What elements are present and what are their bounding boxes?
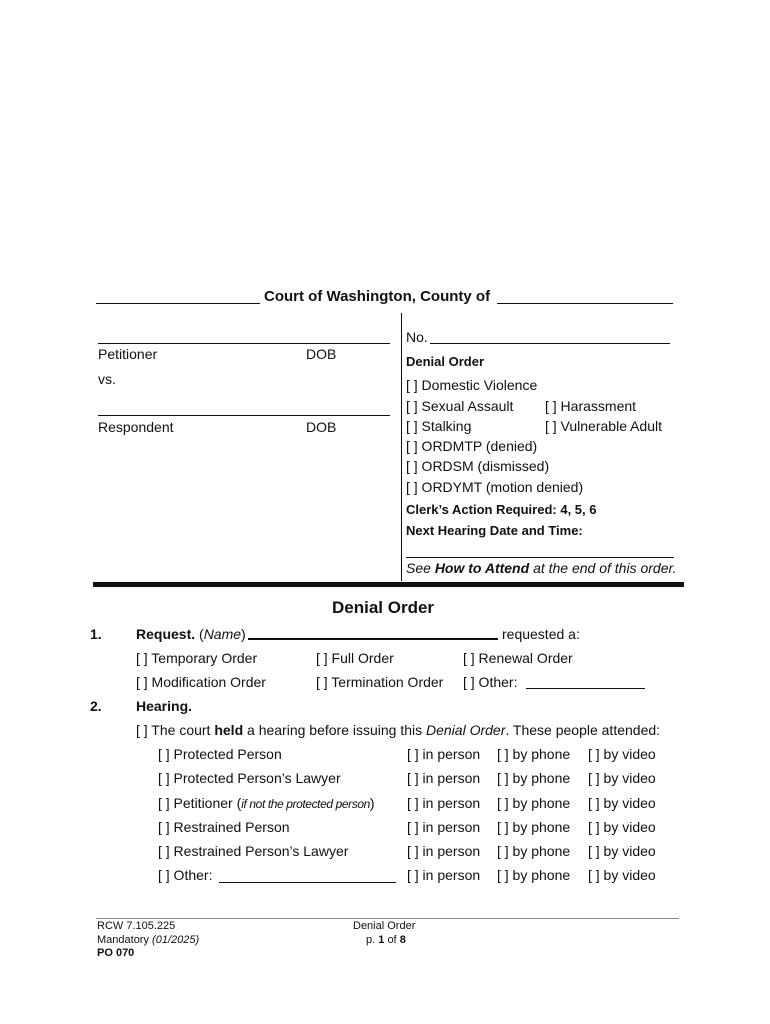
- next-hearing-label: Next Hearing Date and Time:: [406, 523, 583, 538]
- mode-by-phone-1[interactable]: [ ] by phone: [497, 746, 571, 762]
- section-2-label: Hearing.: [136, 698, 193, 714]
- option-renewal-order[interactable]: [ ] Renewal Order: [463, 650, 573, 666]
- mode-in-person-6[interactable]: [ ] in person: [407, 867, 481, 883]
- attendee-restrained-person[interactable]: [ ] Restrained Person: [158, 819, 290, 835]
- footer-rcw: RCW 7.105.225: [97, 920, 176, 932]
- check-ordymt[interactable]: [ ] ORDYMT (motion denied): [406, 479, 584, 495]
- footer-page-number: [366, 934, 406, 946]
- mode-in-person-3[interactable]: [ ] in person: [407, 795, 481, 811]
- option-temporary-order[interactable]: [ ] Temporary Order: [136, 650, 258, 666]
- mode-by-video-6[interactable]: [ ] by video: [588, 867, 656, 883]
- footer-page-of: of: [387, 934, 397, 946]
- end-text: at the end of this order.: [533, 560, 677, 576]
- petitioner-close-paren: ): [369, 795, 375, 811]
- mode-by-phone-6[interactable]: [ ] by phone: [497, 867, 571, 883]
- clerk-action: Clerk’s Action Required: 4, 5, 6: [406, 502, 597, 517]
- check-sexual-assault[interactable]: [ ] Sexual Assault: [406, 398, 514, 414]
- option-other[interactable]: [ ] Other:: [463, 674, 518, 690]
- attendee-protected-lawyer[interactable]: [ ] Protected Person’s Lawyer: [158, 770, 341, 786]
- footer-page-p: p.: [366, 934, 376, 946]
- mode-by-video-2[interactable]: [ ] by video: [588, 770, 656, 786]
- section-1-name-label: Name: [203, 626, 242, 642]
- respondent-blank[interactable]: [98, 415, 390, 416]
- petitioner-label: Petitioner: [98, 346, 158, 362]
- mode-by-phone-4[interactable]: [ ] by phone: [497, 819, 571, 835]
- mode-in-person-4[interactable]: [ ] in person: [407, 819, 481, 835]
- petitioner-dob-label: DOB: [306, 346, 337, 362]
- check-ordsm[interactable]: [ ] ORDSM (dismissed): [406, 458, 550, 474]
- see-text: See: [406, 560, 431, 576]
- option-full-order[interactable]: [ ] Full Order: [316, 650, 394, 666]
- hearing-held-statement[interactable]: [136, 722, 660, 738]
- mode-by-phone-5[interactable]: [ ] by phone: [497, 843, 571, 859]
- mode-by-video-5[interactable]: [ ] by video: [588, 843, 656, 859]
- check-domestic-violence[interactable]: [ ] Domestic Violence: [406, 377, 538, 393]
- county-blank-left[interactable]: [96, 303, 260, 304]
- check-ordmtp[interactable]: [ ] ORDMTP (denied): [406, 438, 538, 454]
- next-hearing-blank[interactable]: [406, 557, 674, 558]
- mode-by-video-1[interactable]: [ ] by video: [588, 746, 656, 762]
- mode-in-person-5[interactable]: [ ] in person: [407, 843, 481, 859]
- check-stalking[interactable]: [ ] Stalking: [406, 418, 472, 434]
- hearing-post: . These people attended:: [505, 722, 661, 738]
- attendee-petitioner[interactable]: [158, 795, 375, 811]
- footer-title: Denial Order: [353, 920, 416, 932]
- requester-name-blank[interactable]: [248, 638, 498, 640]
- footer-page-total: 8: [399, 934, 406, 946]
- check-vulnerable-adult[interactable]: [ ] Vulnerable Adult: [545, 418, 663, 434]
- vs-label: vs.: [98, 371, 116, 387]
- option-modification-order[interactable]: [ ] Modification Order: [136, 674, 266, 690]
- attendee-other[interactable]: [ ] Other:: [158, 867, 213, 883]
- hearing-order: Denial Order: [426, 722, 506, 738]
- footer-form-number: PO 070: [97, 947, 135, 959]
- section-1-number: 1.: [90, 626, 102, 642]
- respondent-label: Respondent: [98, 419, 174, 435]
- requested-a-text: requested a:: [502, 626, 580, 642]
- mode-in-person-2[interactable]: [ ] in person: [407, 770, 481, 786]
- footer-mandatory-date: (01/2025): [152, 934, 200, 946]
- attendee-restrained-lawyer[interactable]: [ ] Restrained Person’s Lawyer: [158, 843, 349, 859]
- how-to-attend-text: How to Attend: [434, 560, 530, 576]
- other-order-blank[interactable]: [526, 688, 645, 689]
- attendee-protected-person[interactable]: [ ] Protected Person: [158, 746, 282, 762]
- section-1-heading: Request. (Name): [136, 626, 246, 642]
- caption-divider: [401, 313, 402, 581]
- mode-by-phone-2[interactable]: [ ] by phone: [497, 770, 571, 786]
- mode-by-video-4[interactable]: [ ] by video: [588, 819, 656, 835]
- mode-by-video-3[interactable]: [ ] by video: [588, 795, 656, 811]
- hearing-mid: a hearing before issuing this: [247, 722, 423, 738]
- case-number-label: No.: [406, 329, 428, 345]
- attendee-petitioner-label: [ ] Petitioner (: [158, 795, 242, 811]
- how-to-attend-note: [406, 560, 677, 576]
- footer-mandatory-label: Mandatory: [97, 934, 149, 946]
- option-termination-order[interactable]: [ ] Termination Order: [316, 674, 444, 690]
- hearing-pre: [ ] The court: [136, 722, 211, 738]
- thick-separator: [93, 582, 684, 587]
- petitioner-note: if not the protected person: [241, 797, 370, 811]
- footer-mandatory: [97, 934, 199, 946]
- page-title: Denial Order: [332, 598, 435, 617]
- petitioner-blank[interactable]: [98, 343, 390, 344]
- hearing-held: held: [214, 722, 244, 738]
- county-blank-right[interactable]: [497, 303, 673, 304]
- footer-page-current: 1: [378, 934, 385, 946]
- section-2-number: 2.: [90, 698, 102, 714]
- case-number-blank[interactable]: [430, 343, 670, 344]
- mode-in-person-1[interactable]: [ ] in person: [407, 746, 481, 762]
- court-heading: Court of Washington, County of: [264, 288, 491, 305]
- respondent-dob-label: DOB: [306, 419, 337, 435]
- section-1-label: Request.: [136, 626, 196, 642]
- order-title-caption: Denial Order: [406, 354, 485, 369]
- footer-rule: [96, 918, 679, 919]
- mode-by-phone-3[interactable]: [ ] by phone: [497, 795, 571, 811]
- attendee-other-blank[interactable]: [219, 882, 396, 883]
- check-harassment[interactable]: [ ] Harassment: [545, 398, 637, 414]
